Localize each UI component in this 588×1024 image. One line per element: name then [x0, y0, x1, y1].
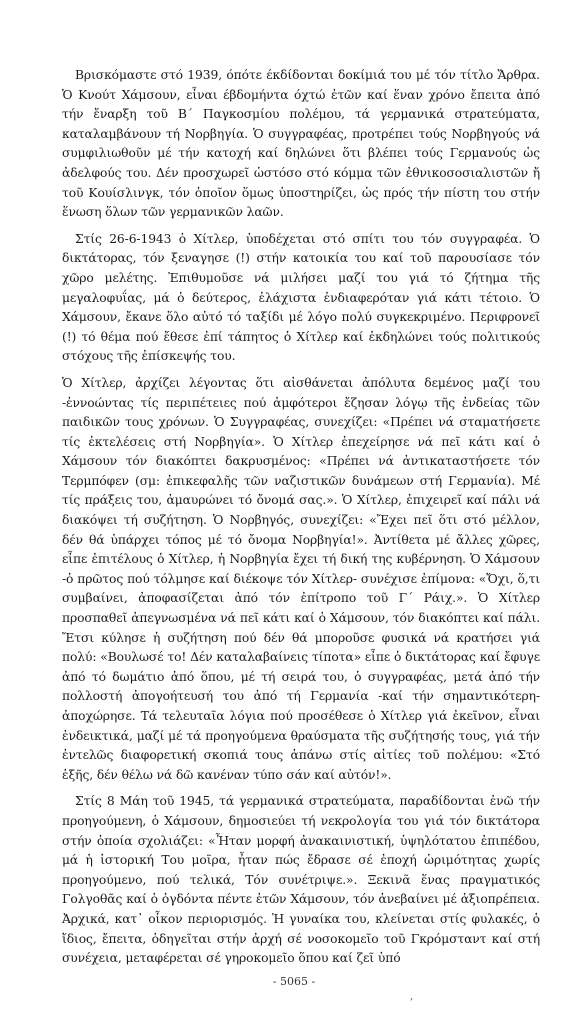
paragraph-2: Στίς 26-6-1943 ὁ Χίτλερ, ὑποδέχεται στό σπίτι του τόν συγγραφέα. Ὁ δικτάτορας, τόν ξεναγησε (!) στήν κατοικία του καί τοῦ παρουσίασε τόν χῶρο μελέτης. Ἐπιθυμοῦσε νά μιλήσει μαζί του γιά τό ζήτημα τῆς μεγαλοφυΐας, μά ὁ δεύτερος, ἐλάχιστα ἐνδιαφερόταν γιά κάτι τέτοιο. Ὁ Χάμσουν, ἔκανε ὅλο αὐτό τό ταξίδι μέ λόγο πολύ συγκεκριμένο. Περιφρονεῖ (!) τό θέμα πού ἔθεσε ἐπί τάπητος ὁ Χίτλερ καί ἐκδηλώνει τούς πολιτικούς στόχους τῆς ἐπίσκεψής του. [62, 231, 540, 364]
paragraph-3: Ὁ Χίτλερ, ἀρχίζει λέγοντας ὅτι αἰσθάνεται ἀπόλυτα δεμένος μαζί του -ἐννοώντας τίς περιπέτειες πού ἀμφότεροι ἔζησαν λόγῳ τῆς ἐνδείας τῶν παιδικῶν τους χρόνων. Ὁ Συγγραφέας, συνεχίζει: «Πρέπει νά σταματήσετε τίς ἐκτελέσεις στή Νορβηγία». Ὁ Χίτλερ ἐπεχείρησε νά πεῖ κάτι καί ὁ Χάμσουν τόν διακόπτει δακρυσμένος: «Πρέπει νά ἀντικαταστήσετε τόν Τερμπόφεν (σμ: ἐπικεφαλῆς τῶν ναζιστικῶν δυνάμεων στή Γερμανία). Μέ τίς πράξεις του, ἀμαυρώνει τό ὄνομά σας.». Ὁ Χίτλερ, ἐπιχειρεῖ καί πάλι νά διακόψει τή συζήτηση. Ὁ Νορβηγός, συνεχίζει: «Ἔχει πεῖ ὅτι στό μέλλον, δέν θά ὑπάρχει τόπος μέ τό ὄνομα Νορβηγία!». Ἀντίθετα μέ ἄλλες χῶρες, εἶπε ἐπιτέλους ὁ Χίτλερ, ἡ Νορβηγία ἔχει τή δική της κυβέρνηση. Ὁ Χάμσουν -ὁ πρῶτος πού τόλμησε καί διέκοψε τόν Χίτλερ- συνέχισε ἐπίμονα: «Ὄχι, ὅ,τι συμβαίνει, ἀποφασίζεται ἀπό τόν ἐπίτροπο τοῦ Γ΄ Ράιχ.». Ὁ Χίτλερ προσπαθεῖ ἀπεγνωσμένα νά πεῖ κάτι καί ὁ Χάμσουν, τόν διακόπτει καί πάλι. Ἔτσι κύλησε ἡ συζήτηση πού δέν θά μποροῦσε φυσικά νά κρατήσει γιά πολύ: «Βουλωσέ το! Δέν καταλαβαίνεις τίποτα» εἶπε ὁ δικτάτορας καί ἔφυγε ἀπό τό δωμάτιο ἀπό ὅπου, μέ τή σειρά του, ὁ συγγραφέας, μετά ἀπό τήν πολλοστή ἀπογοήτευσή του ἀπό τή Γερμανία -καί τήν σημαντικότερη- ἀποχώρησε. Τά τελευταῖα λόγια πού προσέθεσε ὁ Χίτλερ γιά ἐκεῖνον, εἶναι ἐνδεικτικά, μαζί μέ τά προηγούμενα θραύσματα τῆς συζήτησής τους, γιά τήν ἐντελῶς διαφορετική σκοπιά τους ἀπάνω στίς αἰτίες τοῦ πολέμου: «Στό ἑξῆς, δέν θέλω νά δῶ κανέναν τύπο σάν καί αὐτόν!». [62, 375, 540, 782]
paragraph-1: Βρισκόμαστε στό 1939, όπότε έκδίδονται δοκίμιά του μέ τόν τίτλο Ἄρθρα. Ὁ Κνούτ Χάμσουν, εἶναι έβδομήντα όχτώ ἐτῶν καί ἕναν χρόνο ἔπειτα ἀπό τήν ἔναρξη τοῦ Β΄ Παγκοσμίου πολέμου, τά γερμανικά στρατεύματα, καταλαμβάνουν τή Νορβηγία. Ὁ συγγραφέας, προτρέπει τούς Νορβηγούς νά συμφιλιωθοῦν μέ τήν κατοχή καί δηλώνει ὅτι βλέπει τούς Γερμανούς ὡς ἀδελφούς του. Δέν προσχωρεῖ ὡστόσο στό κόμμα τῶν ἐθνικοσοσιαλιστῶν ἤ τοῦ Κουίσλινγκ, τόν ὁποῖον ὅμως ὑποστηρίζει, ὡς πρός τήν πίστη του στήν ἕνωση ὅλων τῶν γερμανικῶν λαῶν. [62, 68, 540, 220]
page-body [62, 66, 540, 976]
scan-speck: , [410, 991, 414, 1002]
page-number: - 5065 - [272, 975, 316, 988]
paragraph-4: Στίς 8 Μάη τοῦ 1945, τά γερμανικά στρατεύματα, παραδίδονται ἐνῶ τήν προηγούμενη, ὁ Χάμσουν, δημοσιεύει τή νεκρολογία του γιά τόν δικτάτορα στήν ὁποία σχολιάζει: «Ἦταν μορφή ἀνακαινιστική, ὑψηλότατου ἐπιπέδου, μά ἡ ἱστορική Του μοῖρα, ἦταν πώς ἔδρασε σέ ἐποχή ὡριμότητας χωρίς προηγούμενο, πού τελικά, Τόν συνέτριψε.». Ξεκινᾶ ἕνας πραγματικός Γολγοθᾶς καί ὁ ὀγδόντα πέντε ἐτῶν Χάμσουν, τόν ἀνεβαίνει μέ ἀξιοπρέπεια. Ἀρχικά, κατ᾽ οἶκον περιορισμός. Ἡ γυναίκα του, κλείνεται στίς φυλακές, ὁ ἴδιος, ἔπειτα, ὁδηγεῖται στήν ἀρχή σέ νοσοκομεῖο τοῦ Γκρόμσταντ καί στή συνέχεια, μεταφέρεται σέ γηροκομεῖο ὅπου καί ζεῖ ὑπό [62, 794, 540, 966]
